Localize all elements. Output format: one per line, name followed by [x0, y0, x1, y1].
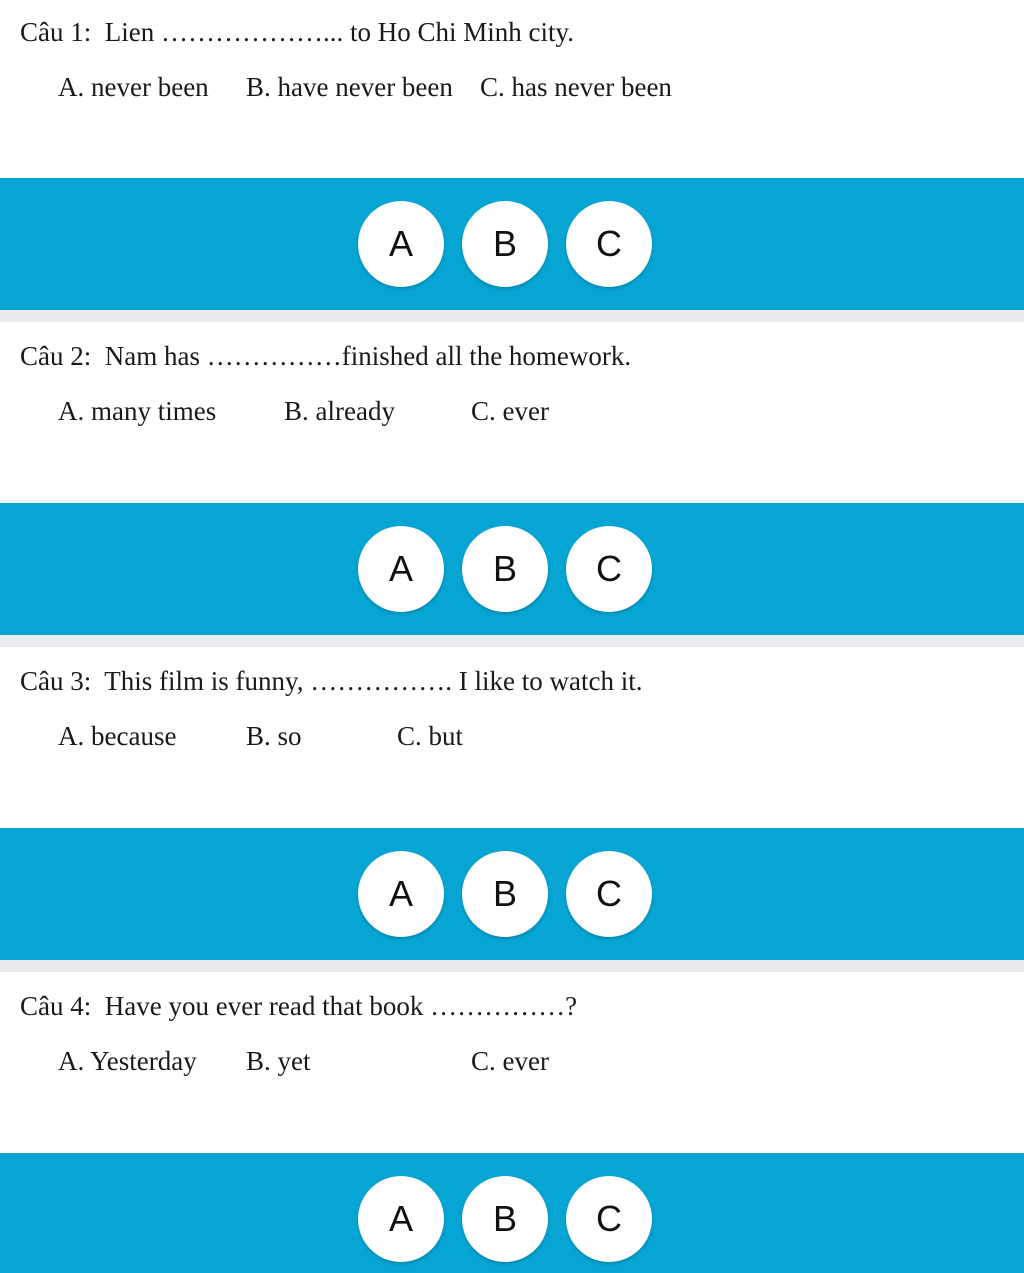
question-2-option-c: C. ever [471, 396, 549, 426]
question-4-option-c: C. ever [471, 1046, 549, 1076]
answer-2-c-button[interactable]: C [566, 526, 652, 612]
answer-3-c-button[interactable]: C [566, 851, 652, 937]
answer-2-a-button[interactable]: A [358, 526, 444, 612]
answer-bar-1 [0, 178, 1024, 310]
answer-1-c-button[interactable]: C [566, 201, 652, 287]
answer-2-b-button[interactable]: B [462, 526, 548, 612]
question-2-prompt: Câu 2: Nam has ……………finished all the homework. [20, 341, 632, 371]
answer-bar-2 [0, 503, 1024, 635]
question-3-option-b: B. so [246, 721, 302, 751]
question-1-option-b: B. have never been [246, 72, 453, 102]
answer-bar-4 [0, 1153, 1024, 1273]
question-4-option-b: B. yet [246, 1046, 311, 1076]
question-4 [0, 972, 1024, 1152]
question-3-option-a: A. because [58, 721, 177, 751]
answer-3-a-button[interactable]: A [358, 851, 444, 937]
question-4-option-a: A. Yesterday [58, 1046, 197, 1076]
answer-4-c-button[interactable]: C [566, 1176, 652, 1262]
separator [0, 635, 1024, 647]
question-3-option-c: C. but [397, 721, 464, 751]
answer-3-b-button[interactable]: B [462, 851, 548, 937]
question-3 [0, 647, 1024, 827]
question-2-option-b: B. already [284, 396, 395, 426]
question-1-option-c: C. has never been [480, 72, 672, 102]
question-1-prompt: Câu 1: Lien ………………... to Ho Chi Minh city. [20, 17, 574, 47]
answer-bar-3 [0, 828, 1024, 960]
answer-4-a-button[interactable]: A [358, 1176, 444, 1262]
answer-4-b-button[interactable]: B [462, 1176, 548, 1262]
question-4-prompt: Câu 4: Have you ever read that book ……………? [20, 991, 578, 1021]
question-2 [0, 322, 1024, 502]
question-1 [0, 0, 1024, 178]
question-2-option-a: A. many times [58, 396, 217, 426]
separator [0, 310, 1024, 322]
answer-1-b-button[interactable]: B [462, 201, 548, 287]
question-1-option-a: A. never been [58, 72, 209, 102]
question-3-prompt: Câu 3: This film is funny, ……………. I like to watch it. [20, 666, 643, 696]
separator [0, 960, 1024, 972]
answer-1-a-button[interactable]: A [358, 201, 444, 287]
